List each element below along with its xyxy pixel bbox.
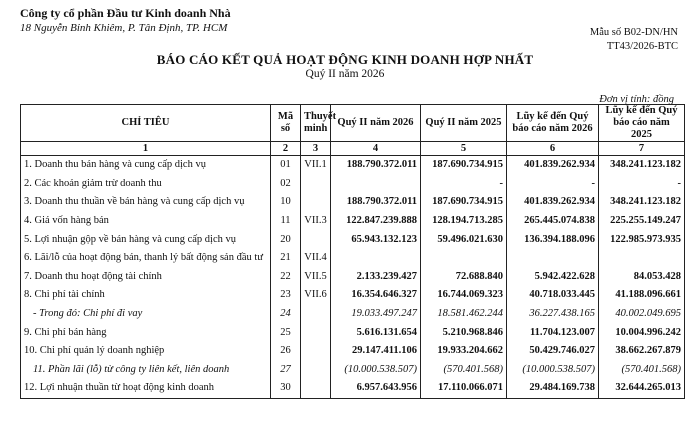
line-item-label: 9. Chi phí bán hàng [21, 323, 271, 342]
col-header-ytd-2026: Lũy kế đến Quý báo cáo năm 2026 [507, 105, 599, 142]
value-ytd-2026: 136.394.188.096 [507, 230, 599, 249]
line-item-code: 23 [271, 286, 301, 305]
table-row [21, 230, 685, 249]
value-ytd-2025: - [599, 175, 685, 194]
table-row [21, 342, 685, 361]
table-row [21, 305, 685, 324]
table-row [21, 249, 685, 268]
value-q2-2026: 5.616.131.654 [331, 323, 421, 342]
col-index: 7 [599, 142, 685, 156]
line-item-code: 01 [271, 156, 301, 175]
col-index: 2 [271, 142, 301, 156]
value-q2-2026: 188.790.372.011 [331, 193, 421, 212]
value-q2-2026: 19.033.497.247 [331, 305, 421, 324]
value-ytd-2025: 225.255.149.247 [599, 212, 685, 231]
value-ytd-2025: 38.662.267.879 [599, 342, 685, 361]
table-body [21, 156, 685, 399]
value-ytd-2026: - [507, 175, 599, 194]
line-item-note: VII.4 [301, 249, 331, 268]
table-row [21, 175, 685, 194]
column-index-row [21, 142, 685, 156]
line-item-label: 7. Doanh thu hoạt động tài chính [21, 268, 271, 287]
line-item-code: 11 [271, 212, 301, 231]
line-item-label: 11. Phần lãi (lỗ) từ công ty liên kết, liên doanh [21, 361, 271, 380]
value-ytd-2025 [599, 249, 685, 268]
line-item-label: 12. Lợi nhuận thuần từ hoạt động kinh doanh [21, 379, 271, 398]
value-ytd-2026: 401.839.262.934 [507, 156, 599, 175]
col-header-q2-2026: Quý II năm 2026 [331, 105, 421, 142]
header-row [21, 105, 685, 142]
col-index: 3 [301, 142, 331, 156]
value-q2-2026: 6.957.643.956 [331, 379, 421, 398]
table-row [21, 286, 685, 305]
value-ytd-2025: 348.241.123.182 [599, 156, 685, 175]
value-ytd-2026: 50.429.746.027 [507, 342, 599, 361]
value-q2-2025: 187.690.734.915 [421, 156, 507, 175]
value-ytd-2026: 5.942.422.628 [507, 268, 599, 287]
company-address: 18 Nguyễn Bỉnh Khiêm, P. Tân Định, TP. HCM [20, 22, 228, 34]
value-q2-2025 [421, 249, 507, 268]
col-index: 6 [507, 142, 599, 156]
value-q2-2025: 16.744.069.323 [421, 286, 507, 305]
currency-unit: Đơn vị tính: đồng [599, 94, 674, 105]
line-item-note [301, 305, 331, 324]
line-item-code: 25 [271, 323, 301, 342]
line-item-note [301, 193, 331, 212]
report-title: BÁO CÁO KẾT QUẢ HOẠT ĐỘNG KINH DOANH HỢP NHẤT [156, 52, 534, 67]
line-item-note [301, 230, 331, 249]
value-ytd-2026: 401.839.262.934 [507, 193, 599, 212]
value-q2-2025: 187.690.734.915 [421, 193, 507, 212]
line-item-note [301, 361, 331, 380]
table-row [21, 193, 685, 212]
value-ytd-2026: 36.227.438.165 [507, 305, 599, 324]
line-item-label: 5. Lợi nhuận gộp về bán hàng và cung cấp dịch vụ [21, 230, 271, 249]
value-ytd-2025: 10.004.996.242 [599, 323, 685, 342]
value-q2-2026: 2.133.239.427 [331, 268, 421, 287]
value-ytd-2026: 40.718.033.445 [507, 286, 599, 305]
report-period: Quý II năm 2026 [305, 68, 385, 80]
value-q2-2026 [331, 175, 421, 194]
value-ytd-2025: (570.401.568) [599, 361, 685, 380]
line-item-code: 02 [271, 175, 301, 194]
line-item-label: 8. Chi phí tài chính [21, 286, 271, 305]
line-item-note: VII.6 [301, 286, 331, 305]
value-q2-2025: (570.401.568) [421, 361, 507, 380]
form-number [590, 26, 678, 54]
table-row [21, 156, 685, 175]
col-header-ytd-2025: Lũy kế đến Quý báo cáo năm 2025 [599, 105, 685, 142]
line-item-note: VII.3 [301, 212, 331, 231]
col-header-item: CHỈ TIÊU [21, 105, 271, 142]
col-header-code: Mã số [271, 105, 301, 142]
value-ytd-2025: 84.053.428 [599, 268, 685, 287]
col-header-q2-2025: Quý II năm 2025 [421, 105, 507, 142]
line-item-code: 22 [271, 268, 301, 287]
table-row [21, 379, 685, 398]
value-q2-2025: 17.110.066.071 [421, 379, 507, 398]
value-ytd-2026: 265.445.074.838 [507, 212, 599, 231]
line-item-note [301, 342, 331, 361]
income-statement-table [20, 104, 685, 399]
value-q2-2025: 59.496.021.630 [421, 230, 507, 249]
value-q2-2026: 122.847.239.888 [331, 212, 421, 231]
line-item-note [301, 175, 331, 194]
value-q2-2026: 188.790.372.011 [331, 156, 421, 175]
circular-code: TT43/2026-BTC [606, 41, 678, 52]
line-item-code: 24 [271, 305, 301, 324]
value-q2-2025: 128.194.713.285 [421, 212, 507, 231]
value-ytd-2025: 32.644.265.013 [599, 379, 685, 398]
value-ytd-2025: 122.985.973.935 [599, 230, 685, 249]
line-item-code: 20 [271, 230, 301, 249]
value-ytd-2026 [507, 249, 599, 268]
value-q2-2025: 18.581.462.244 [421, 305, 507, 324]
col-index: 5 [421, 142, 507, 156]
form-code: Mẫu số B02-DN/HN [589, 27, 678, 38]
line-item-note: VII.5 [301, 268, 331, 287]
line-item-label: 2. Các khoản giảm trừ doanh thu [21, 175, 271, 194]
table-row [21, 212, 685, 231]
line-item-code: 30 [271, 379, 301, 398]
value-q2-2026: 65.943.132.123 [331, 230, 421, 249]
line-item-code: 10 [271, 193, 301, 212]
table-row [21, 268, 685, 287]
line-item-note [301, 379, 331, 398]
table-row [21, 361, 685, 380]
col-index: 4 [331, 142, 421, 156]
value-q2-2026: 16.354.646.327 [331, 286, 421, 305]
value-q2-2025: 19.933.204.662 [421, 342, 507, 361]
table-row [21, 323, 685, 342]
value-ytd-2025: 40.002.049.695 [599, 305, 685, 324]
value-ytd-2026: 11.704.123.007 [507, 323, 599, 342]
value-q2-2025: - [421, 175, 507, 194]
line-item-label: 6. Lãi/lỗ của hoạt động bán, thanh lý bất động sản đầu tư [21, 249, 271, 268]
line-item-note [301, 323, 331, 342]
line-item-label: - Trong đó: Chi phí đi vay [21, 305, 271, 324]
line-item-note: VII.1 [301, 156, 331, 175]
value-q2-2026 [331, 249, 421, 268]
col-index: 1 [21, 142, 271, 156]
value-q2-2025: 5.210.968.846 [421, 323, 507, 342]
line-item-label: 4. Giá vốn hàng bán [21, 212, 271, 231]
value-q2-2026: 29.147.411.106 [331, 342, 421, 361]
value-ytd-2026: 29.484.169.738 [507, 379, 599, 398]
line-item-code: 27 [271, 361, 301, 380]
line-item-label: 1. Doanh thu bán hàng và cung cấp dịch vụ [21, 156, 271, 175]
value-ytd-2025: 41.188.096.661 [599, 286, 685, 305]
company-name: Công ty cổ phần Đầu tư Kinh doanh Nhà [20, 6, 231, 20]
line-item-label: 3. Doanh thu thuần về bán hàng và cung cấp dịch vụ [21, 193, 271, 212]
value-ytd-2026: (10.000.538.507) [507, 361, 599, 380]
value-q2-2025: 72.688.840 [421, 268, 507, 287]
value-q2-2026: (10.000.538.507) [331, 361, 421, 380]
line-item-label: 10. Chi phí quản lý doanh nghiệp [21, 342, 271, 361]
value-ytd-2025: 348.241.123.182 [599, 193, 685, 212]
line-item-code: 26 [271, 342, 301, 361]
col-header-note: Thuyết minh [301, 105, 331, 142]
line-item-code: 21 [271, 249, 301, 268]
